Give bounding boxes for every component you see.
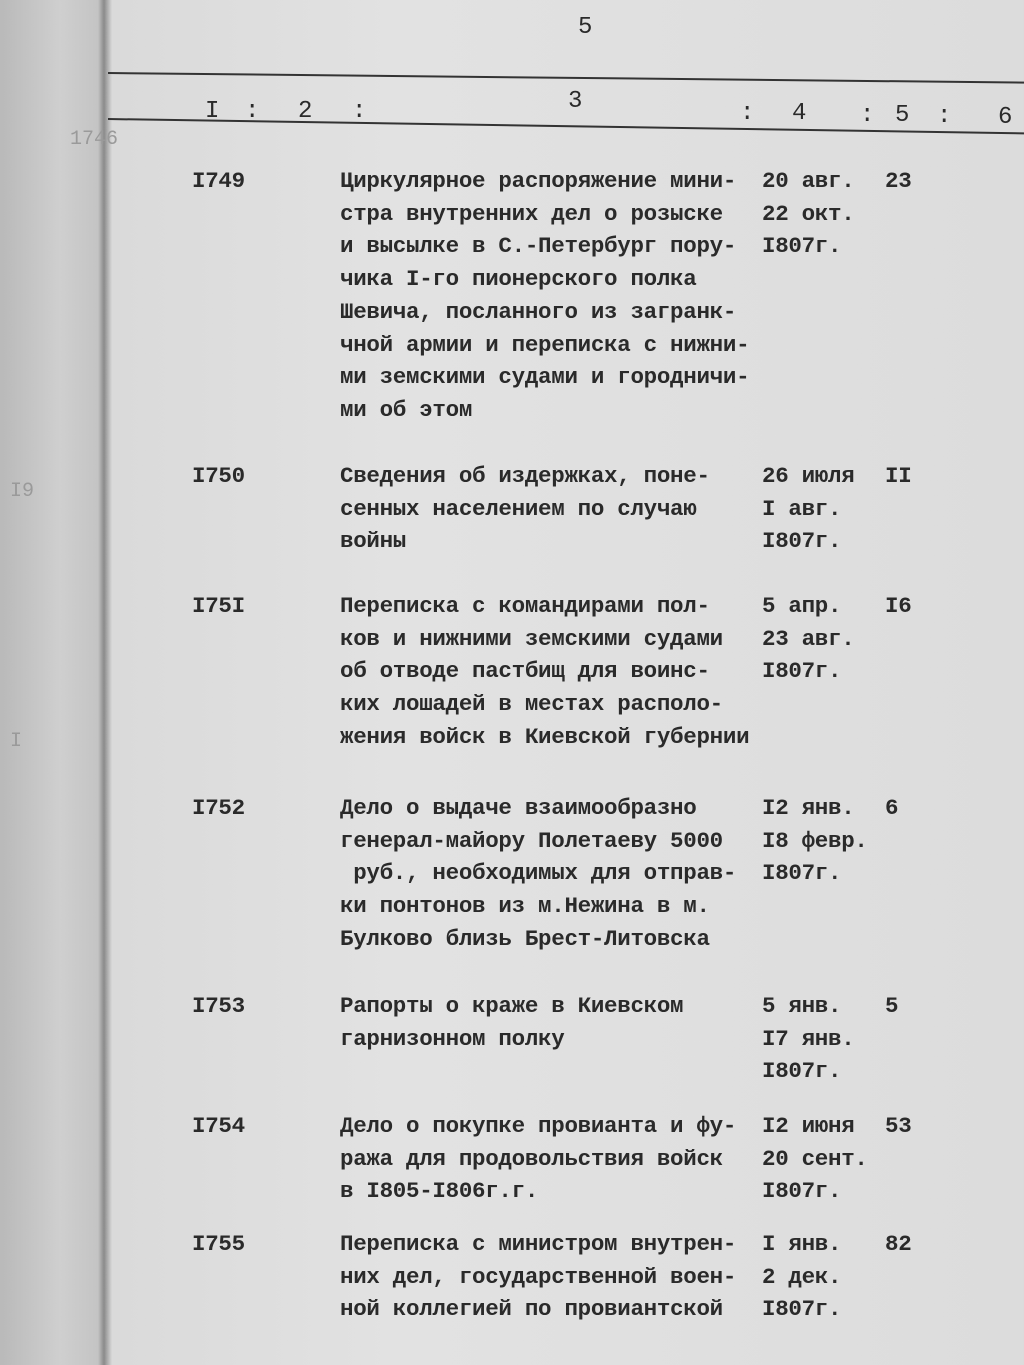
description-line: Циркулярное распоряжение мини- (340, 168, 737, 194)
header-sep: : (860, 102, 875, 129)
entry-number: I755 (192, 1231, 245, 1257)
description-line: ража для продовольствия войск (340, 1145, 723, 1172)
description-line: стра внутренних дел о розыске (340, 200, 723, 227)
margin-mark: 1746 (70, 128, 119, 151)
header-top-rule (108, 72, 1024, 84)
date-line: 20 авг. (762, 168, 855, 194)
date-line: 5 апр. (762, 593, 842, 619)
entry-sheet-count: II (885, 463, 912, 489)
description-line: ной коллегией по провиантской (340, 1296, 723, 1323)
entry-sheet-count: I6 (885, 593, 912, 619)
header-col-4: 4 (792, 100, 807, 127)
entry-number: I752 (192, 795, 245, 821)
description-line: Переписка с министром внутрен- (340, 1231, 737, 1257)
description-line: в I805-I806г.г. (340, 1178, 539, 1205)
entry-dates (762, 792, 868, 890)
description-line: чика I-го пионерского полка (340, 266, 697, 293)
date-line: I8 февр. (762, 827, 868, 854)
entry-sheet-count: 6 (885, 795, 899, 821)
description-line: ки понтонов из м.Нежина в м. (340, 893, 710, 920)
entry-number: I75I (192, 593, 245, 619)
entry-dates (762, 590, 854, 688)
date-line: 22 окт. (762, 200, 855, 227)
header-col-2: 2 (298, 98, 313, 125)
description-line: ми земскими судами и городничи- (340, 364, 750, 391)
description-line: ких лошадей в местах располо- (340, 691, 723, 718)
page-number: 5 (578, 14, 593, 41)
description-line: Переписка с командирами пол- (340, 593, 710, 619)
entry-dates (762, 165, 854, 263)
entry-dates (762, 1228, 841, 1326)
date-line: 26 июля (762, 463, 855, 489)
entry-number: I750 (192, 463, 245, 489)
entry-dates (762, 1110, 868, 1208)
date-line: I807г. (762, 1058, 842, 1085)
entry-number: I749 (192, 168, 245, 194)
description-line: них дел, государственной воен- (340, 1263, 737, 1290)
header-col-1: I (205, 98, 220, 125)
description-line: ми об этом (340, 396, 473, 423)
date-line: I807г. (762, 528, 842, 555)
date-line: I2 июня (762, 1113, 855, 1139)
header-col-6: 6 (998, 104, 1013, 131)
entry-description (340, 165, 749, 427)
description-line: руб., необходимых для отправ- (340, 860, 737, 887)
entry-number: I753 (192, 993, 245, 1019)
description-line: войны (340, 528, 407, 555)
header-sep: : (740, 100, 755, 127)
description-line: Шевича, посланного из загранк- (340, 298, 737, 325)
date-line: I807г. (762, 860, 842, 887)
description-line: ков и нижними земскими судами (340, 625, 723, 652)
entry-dates (762, 460, 854, 558)
description-line: жения войск в Киевской губернии (340, 723, 750, 750)
date-line: I807г. (762, 658, 842, 685)
entry-description (340, 792, 736, 956)
entry-description (340, 1228, 736, 1326)
date-line: I807г. (762, 233, 842, 260)
description-line: гарнизонном полку (340, 1025, 565, 1052)
date-line: I7 янв. (762, 1025, 855, 1052)
entry-sheet-count: 5 (885, 993, 899, 1019)
date-line: 5 янв. (762, 993, 842, 1019)
entry-description (340, 990, 683, 1055)
header-sep: : (937, 103, 952, 130)
header-sep: : (245, 98, 260, 125)
header-col-3: 3 (568, 88, 583, 115)
entry-description (340, 590, 749, 754)
entry-number: I754 (192, 1113, 245, 1139)
entry-sheet-count: 23 (885, 168, 912, 194)
description-line: Дело о покупке провианта и фу- (340, 1113, 737, 1139)
description-line: Рапорты о краже в Киевском (340, 993, 684, 1019)
header-col-5: 5 (895, 102, 910, 129)
description-line: Булково близь Брест-Литовска (340, 925, 710, 952)
margin-mark: I (10, 730, 23, 753)
date-line: I807г. (762, 1296, 842, 1323)
date-line: I янв. (762, 1231, 842, 1257)
description-line: сенных населением по случаю (340, 495, 697, 522)
date-line: 2 дек. (762, 1263, 842, 1290)
description-line: Сведения об издержках, поне- (340, 463, 710, 489)
date-line: I авг. (762, 495, 842, 522)
entry-description (340, 460, 710, 558)
entry-description (340, 1110, 736, 1208)
date-line: 20 сент. (762, 1145, 868, 1172)
header-sep: : (352, 98, 367, 125)
description-line: чной армии и переписка с нижни- (340, 331, 750, 358)
margin-mark: I9 (10, 480, 35, 503)
description-line: Дело о выдаче взаимообразно (340, 795, 697, 821)
date-line: I807г. (762, 1178, 842, 1205)
description-line: об отводе пастбищ для воинс- (340, 658, 710, 685)
description-line: и высылке в С.-Петербург пору- (340, 233, 737, 260)
entry-sheet-count: 82 (885, 1231, 912, 1257)
description-line: генерал-майору Полетаеву 5000 (340, 827, 723, 854)
entry-dates (762, 990, 854, 1088)
date-line: 23 авг. (762, 625, 855, 652)
date-line: I2 янв. (762, 795, 855, 821)
entry-sheet-count: 53 (885, 1113, 912, 1139)
